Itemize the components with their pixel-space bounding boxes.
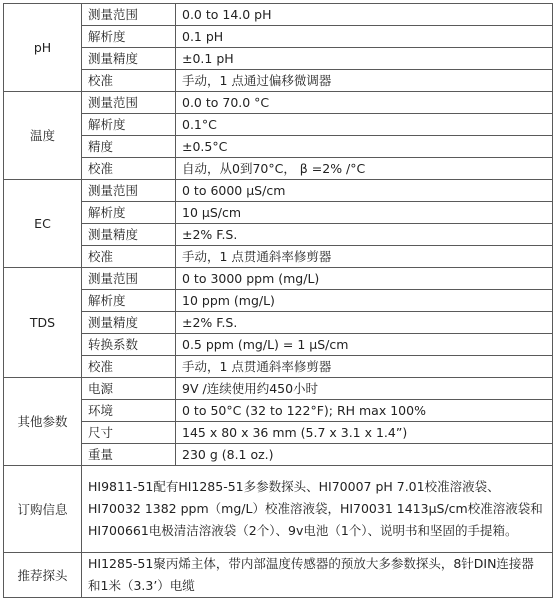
value-cell: 手动，1 点贯通斜率修剪器 <box>176 356 553 378</box>
label-cell: 测量精度 <box>82 312 176 334</box>
label-cell: 校准 <box>82 246 176 268</box>
table-row <box>4 290 553 312</box>
category-cell-probe: 推荐探头 <box>4 553 82 598</box>
value-cell: 10 µS/cm <box>176 202 553 224</box>
label-cell: 解析度 <box>82 26 176 48</box>
value-cell: 0.1 pH <box>176 26 553 48</box>
category-cell-ec: EC <box>4 180 82 268</box>
table-row <box>4 334 553 356</box>
value-cell: ±2% F.S. <box>176 224 553 246</box>
value-cell: ±2% F.S. <box>176 312 553 334</box>
table-row <box>4 92 553 114</box>
ordering-text: HI9811-51配有HI1285-51多参数探头、HI70007 pH 7.01校准溶液袋、HI70032 1382 ppm（mg/L）校准溶液袋，HI70031 1413µS/cm校准溶液袋和HI700661电极清洁溶液袋（2个）、9v电池（1个）、说明书和坚固的手提箱。 <box>82 466 553 553</box>
table-row <box>4 180 553 202</box>
label-cell: 校准 <box>82 158 176 180</box>
label-cell: 测量范围 <box>82 4 176 26</box>
value-cell: 230 g (8.1 oz.) <box>176 444 553 466</box>
label-cell: 测量范围 <box>82 180 176 202</box>
table-row <box>4 48 553 70</box>
label-cell: 测量精度 <box>82 48 176 70</box>
table-row <box>4 202 553 224</box>
table-row <box>4 422 553 444</box>
table-row <box>4 114 553 136</box>
table-row <box>4 356 553 378</box>
table-row <box>4 400 553 422</box>
value-cell: 145 x 80 x 36 mm (5.7 x 3.1 x 1.4”) <box>176 422 553 444</box>
table-row <box>4 4 553 26</box>
category-cell-ordering: 订购信息 <box>4 466 82 553</box>
value-cell: 0.0 to 70.0 °C <box>176 92 553 114</box>
category-cell-ph: pH <box>4 4 82 92</box>
value-cell: 0.0 to 14.0 pH <box>176 4 553 26</box>
table-row <box>4 553 553 598</box>
spec-table <box>3 3 553 598</box>
label-cell: 测量精度 <box>82 224 176 246</box>
category-cell-tds: TDS <box>4 268 82 378</box>
label-cell: 重量 <box>82 444 176 466</box>
table-row <box>4 70 553 92</box>
table-row <box>4 26 553 48</box>
value-cell: 0 to 50°C (32 to 122°F); RH max 100% <box>176 400 553 422</box>
table-row <box>4 136 553 158</box>
table-row <box>4 378 553 400</box>
table-row <box>4 158 553 180</box>
table-row <box>4 444 553 466</box>
value-cell: 0.5 ppm (mg/L) = 1 µS/cm <box>176 334 553 356</box>
value-cell: 10 ppm (mg/L) <box>176 290 553 312</box>
value-cell: 自动，从0到70°C， β =2% /°C <box>176 158 553 180</box>
label-cell: 电源 <box>82 378 176 400</box>
label-cell: 尺寸 <box>82 422 176 444</box>
table-row <box>4 268 553 290</box>
label-cell: 解析度 <box>82 114 176 136</box>
category-cell-other: 其他参数 <box>4 378 82 466</box>
value-cell: 9V /连续使用约450小时 <box>176 378 553 400</box>
table-row <box>4 466 553 553</box>
label-cell: 校准 <box>82 70 176 92</box>
label-cell: 解析度 <box>82 202 176 224</box>
value-cell: 0 to 6000 µS/cm <box>176 180 553 202</box>
table-row <box>4 224 553 246</box>
label-cell: 解析度 <box>82 290 176 312</box>
label-cell: 精度 <box>82 136 176 158</box>
probe-text: HI1285-51聚丙烯主体，带内部温度传感器的预放大多参数探头，8针DIN连接器和1米（3.3’）电缆 <box>82 553 553 598</box>
value-cell: ±0.1 pH <box>176 48 553 70</box>
label-cell: 环境 <box>82 400 176 422</box>
value-cell: 手动，1 点贯通斜率修剪器 <box>176 246 553 268</box>
label-cell: 校准 <box>82 356 176 378</box>
label-cell: 转换系数 <box>82 334 176 356</box>
table-row <box>4 246 553 268</box>
value-cell: ±0.5°C <box>176 136 553 158</box>
value-cell: 0 to 3000 ppm (mg/L) <box>176 268 553 290</box>
value-cell: 0.1°C <box>176 114 553 136</box>
value-cell: 手动，1 点通过偏移微调器 <box>176 70 553 92</box>
label-cell: 测量范围 <box>82 268 176 290</box>
label-cell: 测量范围 <box>82 92 176 114</box>
category-cell-temperature: 温度 <box>4 92 82 180</box>
table-row <box>4 312 553 334</box>
